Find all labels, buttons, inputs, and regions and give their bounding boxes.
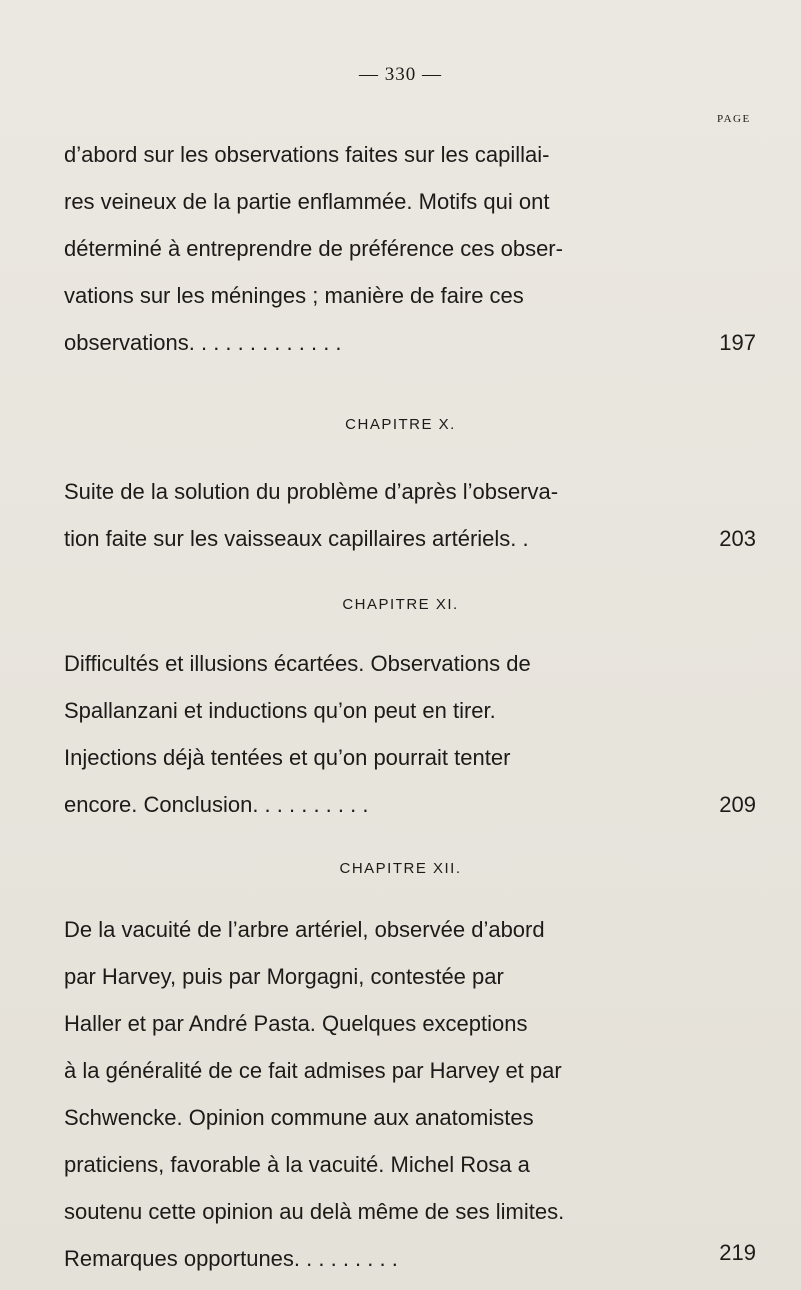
chapter-heading: CHAPITRE XII.	[339, 860, 462, 877]
toc-entry-line: Injections déjà tentées et qu’on pourrait tenter	[64, 745, 511, 770]
toc-entry-line: encore. Conclusion. . . . . . . . . .	[64, 792, 369, 817]
toc-entry-line: observations. . . . . . . . . . . . .	[64, 330, 342, 355]
toc-entry-line: Haller et par André Pasta. Quelques exceptions	[64, 1011, 528, 1036]
toc-entry-line: Schwencke. Opinion commune aux anatomistes	[64, 1105, 534, 1130]
toc-entry-line: par Harvey, puis par Morgagni, contestée par	[64, 964, 504, 989]
toc-entry-219	[64, 906, 734, 1282]
page-number: — 330 —	[359, 64, 442, 85]
toc-entry-line: d’abord sur les observations faites sur les capillai-	[64, 142, 550, 167]
toc-entry-line: Remarques opportunes. . . . . . . . .	[64, 1246, 398, 1271]
toc-entry-line: tion faite sur les vaisseaux capillaires artériels. .	[64, 526, 529, 551]
toc-entry-line: déterminé à entreprendre de préférence ces obser-	[64, 236, 563, 261]
toc-entry-line: Spallanzani et inductions qu’on peut en tirer.	[64, 698, 496, 723]
chapter-heading: CHAPITRE X.	[345, 416, 456, 433]
toc-page-number: 219	[719, 1240, 756, 1265]
toc-entry-209	[64, 640, 734, 828]
toc-entry-203	[64, 468, 734, 562]
toc-page-number: 203	[719, 526, 756, 551]
chapter-heading: CHAPITRE XI.	[342, 596, 459, 613]
toc-page-number: 197	[719, 330, 756, 355]
toc-entry-line: à la généralité de ce fait admises par Harvey et par	[64, 1058, 562, 1083]
toc-page-number: 209	[719, 792, 756, 817]
toc-entry-line: praticiens, favorable à la vacuité. Michel Rosa a	[64, 1152, 530, 1177]
toc-entry-197	[64, 131, 734, 366]
toc-entry-line: Difficultés et illusions écartées. Observations de	[64, 651, 531, 676]
page-column-header: PAGE	[717, 113, 751, 125]
toc-entry-line: Suite de la solution du problème d’après l’observa-	[64, 479, 559, 504]
toc-entry-line: De la vacuité de l’arbre artériel, observée d’abord	[64, 917, 545, 942]
toc-entry-line: soutenu cette opinion au delà même de ses limites.	[64, 1199, 565, 1224]
toc-entry-line: res veineux de la partie enflammée. Motifs qui ont	[64, 189, 550, 214]
toc-entry-line: vations sur les méninges ; manière de faire ces	[64, 283, 524, 308]
